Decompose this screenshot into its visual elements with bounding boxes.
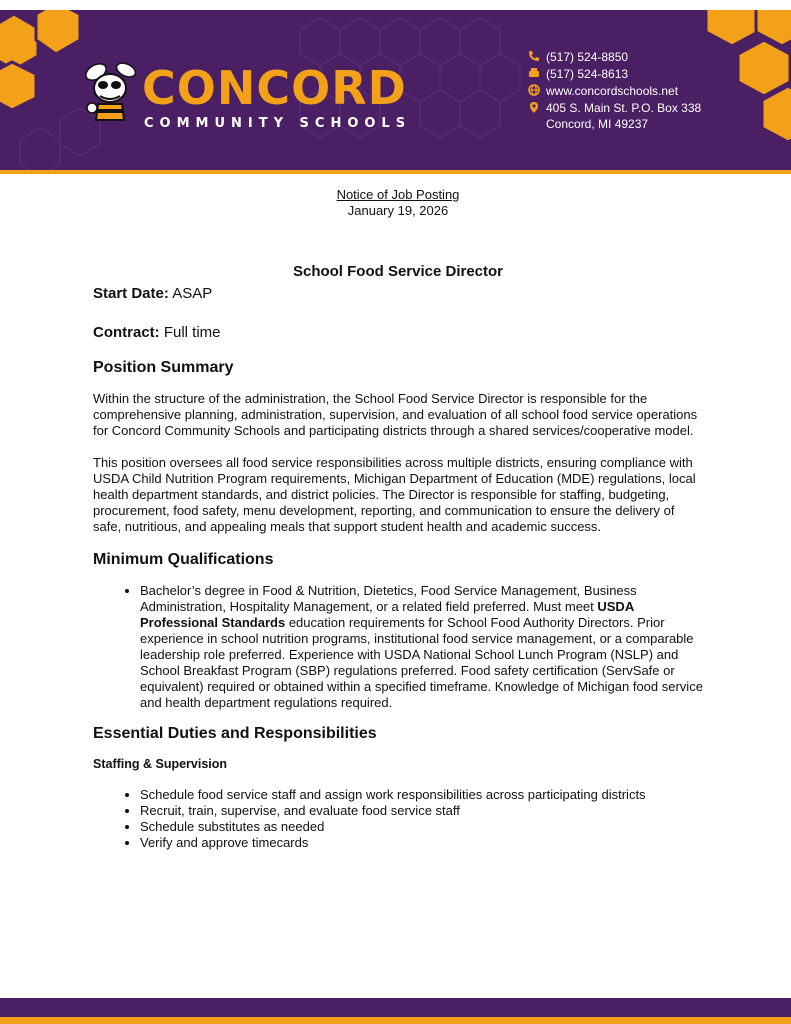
brand-name: CONCORD — [142, 61, 407, 115]
minimum-qualifications-heading: Minimum Qualifications — [93, 551, 274, 568]
notice-heading: Notice of Job Posting — [336, 187, 460, 202]
job-title: School Food Service Director — [292, 263, 504, 280]
position-summary-heading: Position Summary — [93, 359, 234, 376]
contact-block — [528, 50, 701, 131]
header-divider — [0, 170, 791, 174]
footer-band — [0, 998, 791, 1017]
website-link[interactable]: www.concordschools.net — [546, 84, 679, 98]
notice-block — [93, 187, 703, 219]
duty-item: • Verify and approve timecards — [140, 835, 703, 851]
fax-number: (517) 524-8613 — [546, 67, 629, 81]
start-date-row — [93, 285, 703, 302]
staffing-subheading: Staffing & Supervision — [93, 757, 228, 771]
document-body — [93, 187, 703, 851]
footer-stripe — [0, 1017, 791, 1024]
start-date-value: ASAP — [172, 285, 213, 302]
phone-number: (517) 524-8850 — [546, 50, 629, 64]
start-date-label: Start Date: — [93, 285, 169, 302]
contract-value: Full time — [163, 324, 221, 341]
duty-item: • Recruit, train, supervise, and evaluate food service staff — [140, 803, 703, 819]
duties-list — [93, 787, 703, 851]
duty-item: • Schedule food service staff and assign work responsibilities across participating districts — [140, 787, 703, 803]
hornet-mascot-icon — [82, 58, 138, 128]
qualification-text-after: education requirements for School Food Authority Directors. Prior experience in school nutrition programs, institutional food service management, or a comparable leadership role preferred. Experience with USDA National School Lunch Program (NSLP) and School Breakfast Program (SBP) regulations preferred. Food safety certification (ServSafe or equivalent) required or obtained within a specified timeframe. Knowledge of Michigan food service and health department regulations required. — [140, 615, 703, 710]
qualification-text-before: Bachelor’s degree in Food & Nutrition, Dietetics, Food Service Management, Business Administration, Hospitality Management, or a related field preferred. Must meet — [140, 583, 637, 614]
essential-duties-heading: Essential Duties and Responsibilities — [93, 725, 377, 742]
contract-label: Contract: — [93, 324, 160, 341]
summary-paragraph-2: This position oversees all food service responsibilities across multiple districts, ensuring compliance with USDA Child Nutrition Program requirements, Michigan Department of Education (MDE) regulations, local health department standards, and district policies. The Director is responsible for staffing, budgeting, procurement, food safety, menu development, reporting, and communication to ensure the delivery of safe, nutritious, and appealing meals that support student health and academic success. — [93, 455, 696, 534]
fax-icon — [528, 67, 546, 82]
qualification-bold-text: USDA Professional Standards — [140, 599, 634, 630]
contract-row — [93, 324, 703, 341]
qualifications-list — [93, 583, 703, 711]
brand-subtitle: COMMUNITY SCHOOLS — [144, 116, 412, 131]
notice-date: January 19, 2026 — [347, 203, 449, 218]
phone-icon — [528, 50, 546, 65]
summary-paragraph-1: Within the structure of the administration, the School Food Service Director is responsible for the comprehensive planning, administration, supervision, and evaluation of all school food service operations for Concord Community Schools and participating districts through a shared services/cooperative model. — [93, 391, 698, 438]
address-line-2: Concord, MI 49237 — [546, 117, 649, 131]
location-pin-icon — [528, 101, 546, 117]
globe-icon — [528, 84, 546, 99]
duty-item: • Schedule substitutes as needed — [140, 819, 703, 835]
address-line-1: 405 S. Main St. P.O. Box 338 — [546, 101, 702, 115]
qualification-item — [140, 583, 703, 711]
letterhead-banner — [0, 10, 791, 170]
